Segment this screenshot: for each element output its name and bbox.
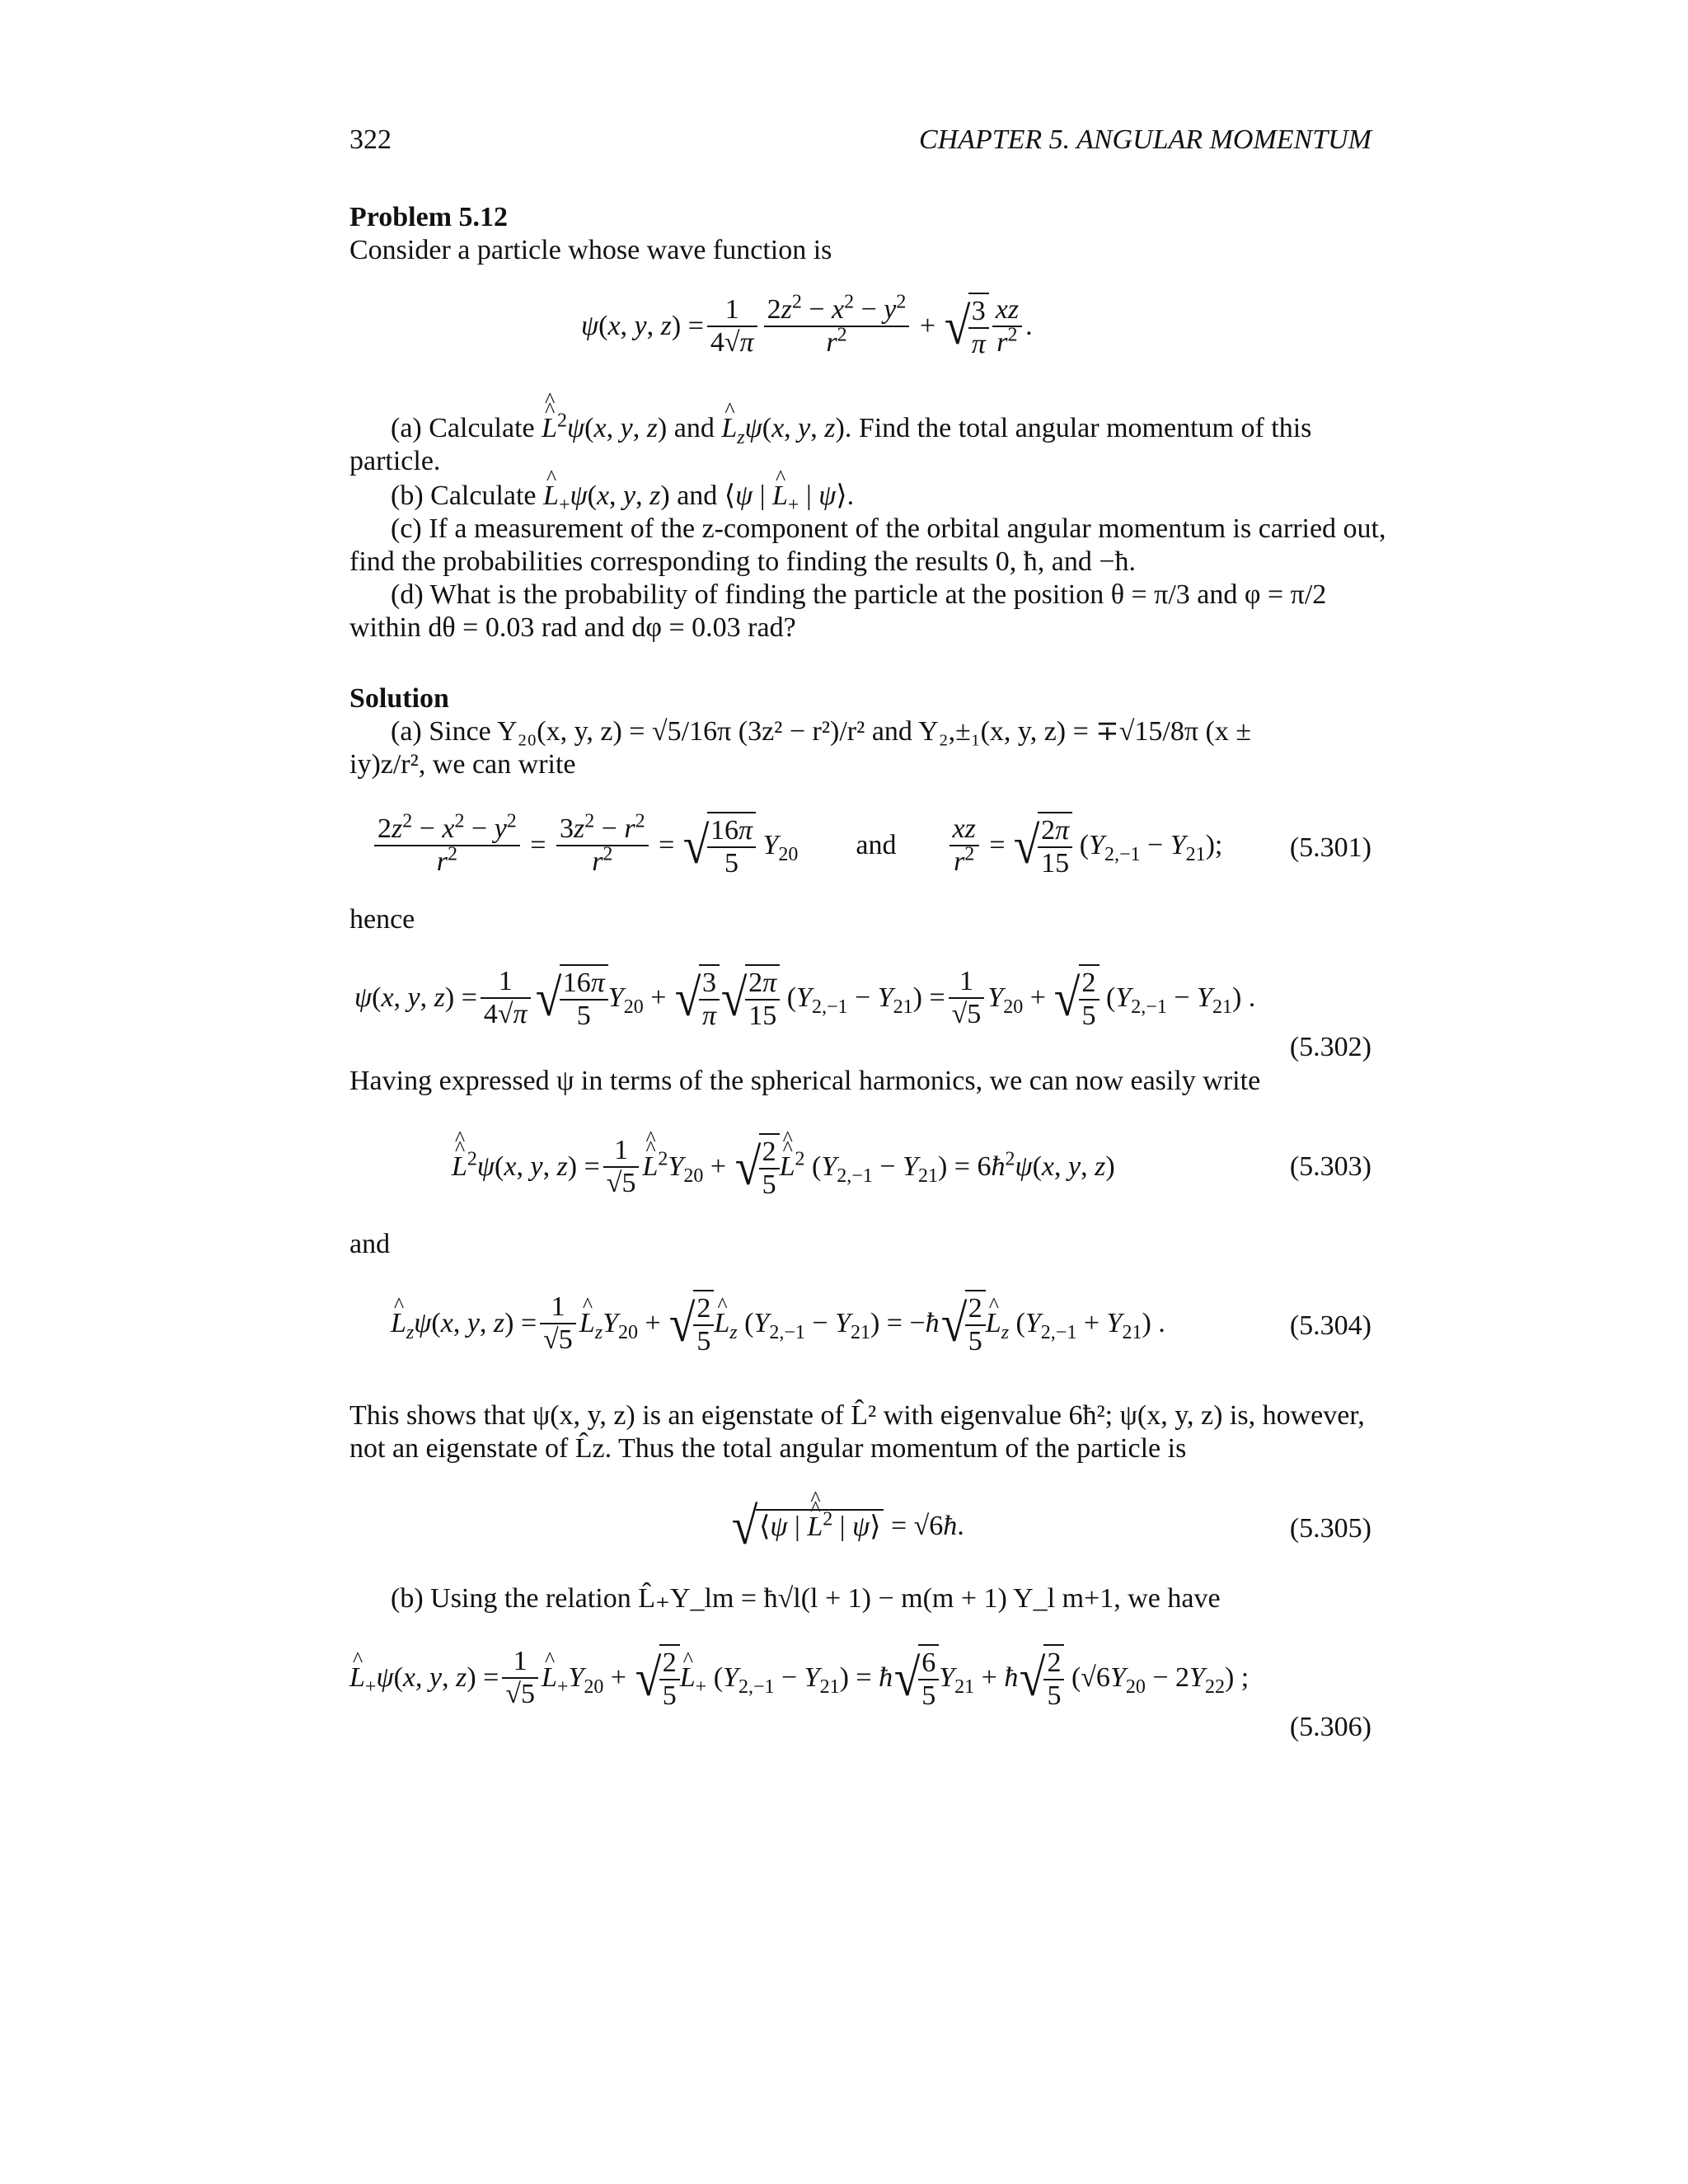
page-number: 322	[349, 124, 392, 155]
solution-a-line-2: iy)z/r², we can write	[349, 749, 576, 780]
part-b-relation-text: (b) Using the relation L̂₊Y_lm = ħ√l(l + 1) − m(m + 1) Y_l m+1, we have	[391, 1583, 1221, 1614]
part-c-line-1: (c) If a measurement of the z-component of the orbital angular momentum is carried out,	[391, 513, 1386, 544]
part-a-line-2: particle.	[349, 446, 441, 476]
solution-a-line-1: (a) Since Y₂₀(x, y, z) = √5/16π (3z² − r²)/r² and Y₂,±₁(x, y, z) = ∓√15/8π (x ±	[391, 716, 1252, 747]
equation-number-5-305: (5.305)	[1289, 1513, 1372, 1544]
problem-intro: Consider a particle whose wave function is	[349, 235, 832, 265]
part-d-line-1: (d) What is the probability of finding the particle at the position θ = π/3 and φ = π/2	[391, 579, 1327, 610]
shows-text-2: not an eigenstate of L̂z. Thus the total angular momentum of the particle is	[349, 1433, 1187, 1464]
equation-5-302: ψ(x, y, z) = $\frac{1}{4√\pi}$ √ $\frac{16\pi}{5}$ $Y_{20}$ + √ $\frac{3}{\pi}$ √ $\frac{2\pi}{15}$ $(Y_{2,-1} - Y_{21})$ = $\frac{1}{√5}$ $Y_{20}$ + √ $\frac{2}{5}$ $(Y_{2,-1} - Y_{21})$ .	[354, 966, 1256, 1031]
equation-5-303: ^ L ^$^2$ψ(x, y, z) = $\frac{1}{√5}$ ^ L $\^{}^2Y_{20}$ + √ $\frac{2}{5}$ ^ L ^$^2$ $(Y_{2,-1} - Y_{21})$ = $6ħ^2\psi(x$, y, z)	[452, 1133, 1115, 1201]
shows-text-1: This shows that ψ(x, y, z) is an eigenstate of L̂² with eigenvalue 6ħ²; ψ(x, y, z) is, however,	[349, 1400, 1365, 1431]
running-title: CHAPTER 5. ANGULAR MOMENTUM	[918, 124, 1372, 155]
equation-5-304: ^ $L_z\psi(x$, y, z) = $\frac{1}{√5}$ ^ $L_zY_{20}$ + √ $\frac{2}{5}$ ^ $L_z$ $(Y_{2,-1} - Y_{21})$ = −ħ √ $\frac{2}{5}$ ^ $L_z$ $(Y_{2,-1} + Y_{21})$ .	[391, 1290, 1165, 1357]
equation-5-305: √⟨ψ | ^ L ^$^2$ | ψ⟩ = √6ħ.	[730, 1500, 964, 1553]
equation-number-5-302: (5.302)	[1289, 1032, 1372, 1062]
problem-title: Problem 5.12	[349, 202, 509, 232]
part-b-line: (b) Calculate ^ $L_+\psi(x$, y, z) and ⟨ψ | ^ $L_+$ | ψ⟩.	[391, 480, 854, 513]
equation-number-5-306: (5.306)	[1289, 1712, 1372, 1742]
and-text: and	[349, 1229, 391, 1259]
equation-number-5-301: (5.301)	[1289, 832, 1372, 863]
equation-number-5-303: (5.303)	[1289, 1151, 1372, 1182]
wave-function-equation: ψ(x, y, z) = $\frac{1}{4√\pi}$ $\frac{2z^2 - x^2 - y^2}{r^2}$ + √ $\frac{3}{\pi}$ $\frac{xz}{r^2}$ .	[581, 291, 1033, 359]
part-a-line: (a) Calculate ^ L ^$^2$ψ(x, y, z) and ^ $L_z\psi(x$, y, z). Find the total angular momentum of this	[391, 412, 1311, 445]
part-d-line-2: within dθ = 0.03 rad and dφ = 0.03 rad?	[349, 612, 796, 643]
equation-number-5-304: (5.304)	[1289, 1310, 1372, 1341]
part-c-line-2: find the probabilities corresponding to finding the results 0, ħ, and −ħ.	[349, 546, 1137, 577]
having-expressed-text: Having expressed ψ in terms of the spherical harmonics, we can now easily write	[349, 1066, 1261, 1096]
equation-5-306: ^ $L_+\psi(x$, y, z) = $\frac{1}{√5}$ ^ $L_+Y_{20}$ + √ $\frac{2}{5}$ ^ $L_+$ $(Y_{2,-1} - Y_{21})$ = ħ √ $\frac{6}{5}$ $Y_{21}$ + ħ √ $\frac{2}{5}$ $(√6Y_{20} - 2Y_{22})$ ;	[349, 1644, 1249, 1712]
equation-5-301: $\frac{2z^2 - x^2 - y^2}{r^2}$ = $\frac{3z^2 - r^2}{r^2}$ = √ $\frac{16\pi}{5}$ $Y_{20}$ and $\frac{xz}{r^2}$ = √ $\frac{2\pi}{15}$ $(Y_{2,-1} - Y_{21})$;	[371, 812, 1222, 879]
hence-text: hence	[349, 904, 415, 935]
solution-title: Solution	[349, 683, 449, 714]
